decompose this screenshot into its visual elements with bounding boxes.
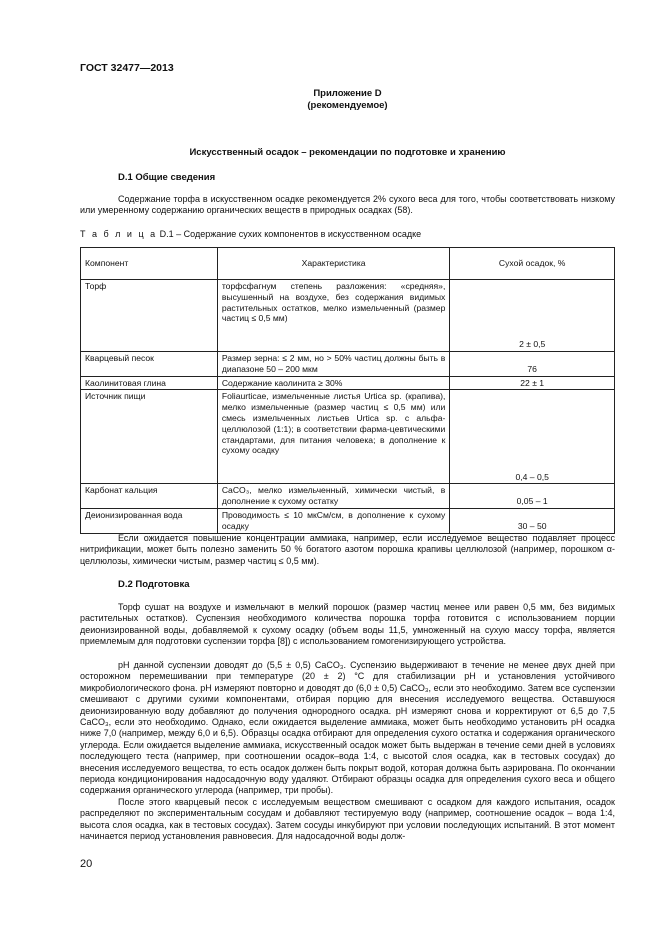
- row-description: CaCO₃, мелко измельченный, химически чистый, в дополнение к сухому остатку: [217, 484, 450, 509]
- doc-id: ГОСТ 32477—2013: [80, 62, 174, 74]
- row-value: 30 – 50: [450, 508, 615, 533]
- table-row: [81, 484, 615, 509]
- section2-p3-text: После этого кварцевый песок с исследуемым веществом смешивают с осадком для каждого испытания, осадок распределяют по экспериментальным сосудам и добавляют тестируемую воду (например, соотношение осадок – вода 1:4, высота слоя осадка, как в тестовых сосудах). Затем сосуды инкубируют при условии последующих испытаний. В этот момент начинается период установления равновесия. Для надосадочной воды долж-: [80, 797, 615, 842]
- after-table-text: Если ожидается повышение концентрации аммиака, например, если исследуемое вещество подавляет процесс нитрификации, может быть полезно заменить 50 % богатого азотом порошка крапивы целлюлозой (например, порошком α-целлюлозы, химически чистым, размер частиц ≤ 0,5 мм).: [80, 533, 615, 566]
- table-header-row: [81, 248, 615, 280]
- row-description: Размер зерна: ≤ 2 мм, но > 50% частиц должны быть в диапазоне 50 – 200 мкм: [217, 352, 450, 377]
- section2-p1-text: Торф сушат на воздухе и измельчают в мелкий порошок (размер частиц менее или равен 0,5 мм, без видимых растительных остатков). Суспензия необходимого количества порошка торфа готовится с использованием порции деионизированной воды, добавляемой к сухому осадку (объем воды 11,5, умноженный на сухую массу торфа, является приемлемым для подготовки суспензии торфа [8]) с использованием гомогенизирующего устройства.: [80, 602, 615, 647]
- row-component: Источник пищи: [81, 390, 218, 484]
- row-component: Кварцевый песок: [81, 352, 218, 377]
- section1-paragraph: [80, 194, 615, 217]
- row-description: торфсфагнум степень разложения: «средняя», высушенный на воздухе, без содержания видимых растительных остатков, мелко измельченный (размер частиц ≤ 0,5 мм): [217, 280, 450, 352]
- row-description: Содержание каолинита ≥ 30%: [217, 376, 450, 390]
- row-component: Деионизированная вода: [81, 508, 218, 533]
- section2-paragraph-3: [80, 797, 615, 843]
- row-description: Foliaurticae, измельченные листья Urtica sp. (крапива), мелко измельченные (размер частиц ≤ 0,5 мм) или смесь измельченных листьев Urtica sp. с альфа-целлюлозой (1:1); в соответствии фарма-цевтическими стандартами, для питания человека; в дополнение к сухому осадку: [217, 390, 450, 484]
- section2-p2-text: pH данной суспензии доводят до (5,5 ± 0,5) CaCO₃. Суспензию выдерживают в течение не менее двух дней при осторожном перемешивании при температуре (20 ± 2) °С для стабилизации pH и установления устойчивого микробиологического фона. pH измеряют повторно и доводят до (6,0 ± 0,5) CaCO₃, если это необходимо. Затем все суспензии смешивают с другими сухими компонентами, отбирая порцию для внесения исследуемого вещества. Оставшуюся деионизированную воду добавляют до получения однородного осадка. pH измеряют снова и корректируют от 6,5 до 7,5 CaCO₃, если это необходимо. Однако, если ожидается выделение аммиака, может быть необходимо установить pH осадка ниже 7,0 (например, между 6,0 и 6,5). Образцы осадка отбирают для определения сухого остатка и содержания органического углерода. Если ожидается выделение аммиака, искусственный осадок может быть выдержан в течение семи дней в условиях последующего теста (например, при соотношении осадок–вода 1:4, с высотой слоя осадка, как в тестовых сосудах) до внесения исследуемого вещества, то есть осадок должен быть покрыт водой, которая должна быть аэрирована. По окончании периода кондиционирования надосадочную воду удаляют. Отбирают образцы осадка для определения сухого веса и общего содержания органического углерода (например, три пробы).: [80, 660, 615, 796]
- table-row: [81, 352, 615, 377]
- table-caption-prefix: Т а б л и ц а: [80, 229, 158, 239]
- header-component: Компонент: [81, 248, 218, 280]
- table-row: [81, 390, 615, 484]
- header-characteristic: Характеристика: [217, 248, 450, 280]
- table-row: [81, 508, 615, 533]
- section2-paragraph-1: [80, 602, 615, 648]
- header-dry-sediment: Сухой осадок, %: [450, 248, 615, 280]
- row-description: Проводимость ≤ 10 мкСм/см, в дополнение к сухому осадку: [217, 508, 450, 533]
- appendix-title: Приложение D: [313, 88, 382, 99]
- row-value: 76: [450, 352, 615, 377]
- section2-heading: D.2 Подготовка: [118, 579, 190, 590]
- section2-paragraph-2: [80, 660, 615, 797]
- row-component: Карбонат кальция: [81, 484, 218, 509]
- row-component: Каолинитовая глина: [81, 376, 218, 390]
- section1-heading: D.1 Общие сведения: [118, 172, 216, 183]
- table-row: [81, 376, 615, 390]
- main-title: Искусственный осадок – рекомендации по подготовке и хранению: [189, 147, 506, 158]
- table-caption-text: D.1 – Содержание сухих компонентов в искусственном осадке: [159, 229, 422, 239]
- components-table: [80, 247, 615, 534]
- table-caption: [80, 229, 421, 239]
- row-component: Торф: [81, 280, 218, 352]
- row-value: 2 ± 0,5: [450, 280, 615, 352]
- row-value: 22 ± 1: [450, 376, 615, 390]
- section1-text: Содержание торфа в искусственном осадке рекомендуется 2% сухого веса для того, чтобы соответствовать низкому или умеренному содержанию органических веществ в природных осадках (58).: [80, 194, 615, 216]
- row-value: 0,05 – 1: [450, 484, 615, 509]
- appendix-subtitle: (рекомендуемое): [307, 100, 388, 111]
- row-value: 0,4 – 0,5: [450, 390, 615, 484]
- table-row: [81, 280, 615, 352]
- after-table-paragraph: [80, 533, 615, 567]
- page-number: 20: [80, 858, 93, 870]
